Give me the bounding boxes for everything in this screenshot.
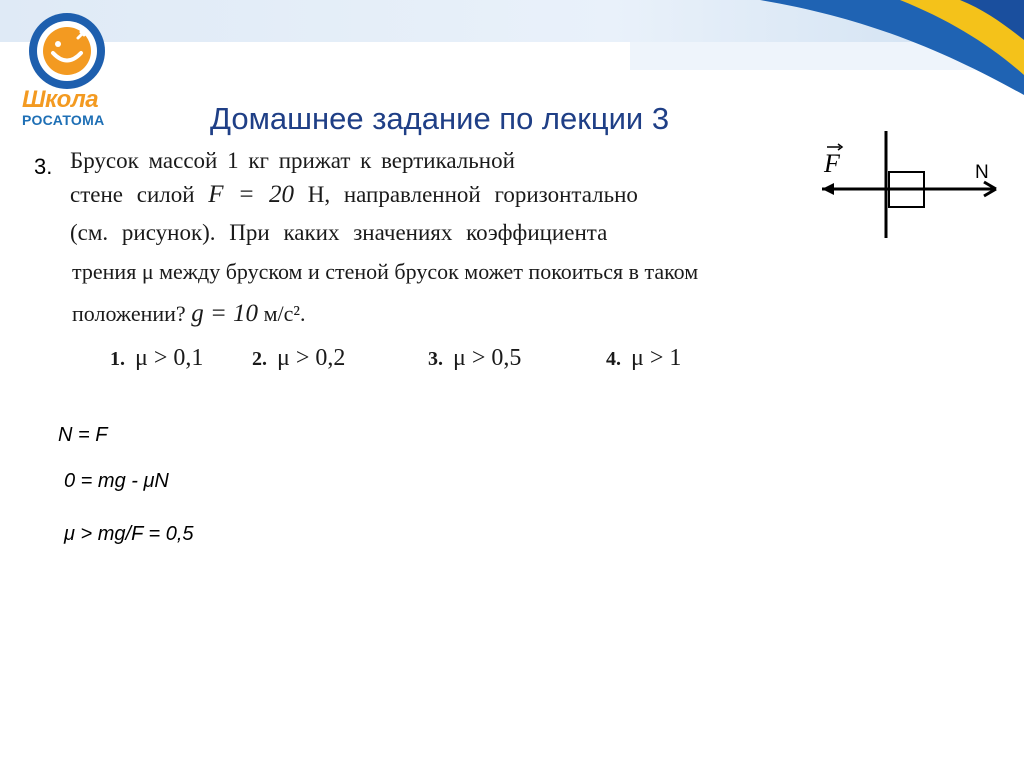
mu-symbol: μ bbox=[141, 259, 154, 284]
answer-option bbox=[606, 345, 681, 372]
problem-line-4-text-b: между бруском и стеной брусок может покоиться в таком bbox=[153, 259, 699, 284]
normal-label: N bbox=[975, 162, 989, 183]
problem-line-2-text-b: Н, направленной горизонтально bbox=[293, 182, 638, 207]
solution-line-1: N = F bbox=[58, 424, 108, 446]
force-diagram bbox=[812, 128, 1012, 243]
force-label: F bbox=[824, 149, 840, 178]
problem-line-5-text-a: положении? bbox=[72, 301, 192, 326]
force-formula: F = 20 bbox=[208, 181, 294, 208]
problem-line-1: Брусок массой 1 кг прижат к вертикальной bbox=[70, 148, 515, 173]
gravity-formula: g = 10 bbox=[191, 300, 259, 327]
problem-line-4 bbox=[72, 259, 698, 285]
answer-number: 2. bbox=[252, 348, 267, 370]
answer-text: μ > 0,5 bbox=[453, 345, 522, 371]
logo-text-school: Школа bbox=[22, 86, 99, 113]
problem-line-5-text-b: м/с². bbox=[258, 301, 306, 326]
problem-number: 3. bbox=[34, 154, 53, 179]
problem-line-4-text-a: трения bbox=[72, 259, 142, 284]
solution-line-3: μ > mg/F = 0,5 bbox=[64, 523, 194, 545]
solution-line-2: 0 = mg - μN bbox=[64, 470, 169, 492]
header-decoration bbox=[0, 0, 1024, 100]
problem-line-5 bbox=[72, 300, 305, 328]
answer-number: 4. bbox=[606, 348, 621, 370]
problem-line-2-text-a: стене силой bbox=[70, 182, 209, 207]
problem-line-3: (см. рисунок). При каких значениях коэффициента bbox=[70, 220, 608, 245]
answer-option bbox=[252, 345, 345, 372]
answer-number: 1. bbox=[110, 348, 125, 370]
logo-text-rosatom: РОСАТОМА bbox=[22, 112, 105, 128]
answer-option bbox=[110, 345, 203, 372]
problem-line-2 bbox=[70, 181, 638, 209]
answer-text: μ > 1 bbox=[631, 345, 682, 371]
answer-text: μ > 0,2 bbox=[277, 345, 346, 371]
answer-text: μ > 0,1 bbox=[135, 345, 204, 371]
answer-option bbox=[428, 345, 521, 372]
page-title: Домашнее задание по лекции 3 bbox=[210, 101, 670, 136]
answer-number: 3. bbox=[428, 348, 443, 370]
